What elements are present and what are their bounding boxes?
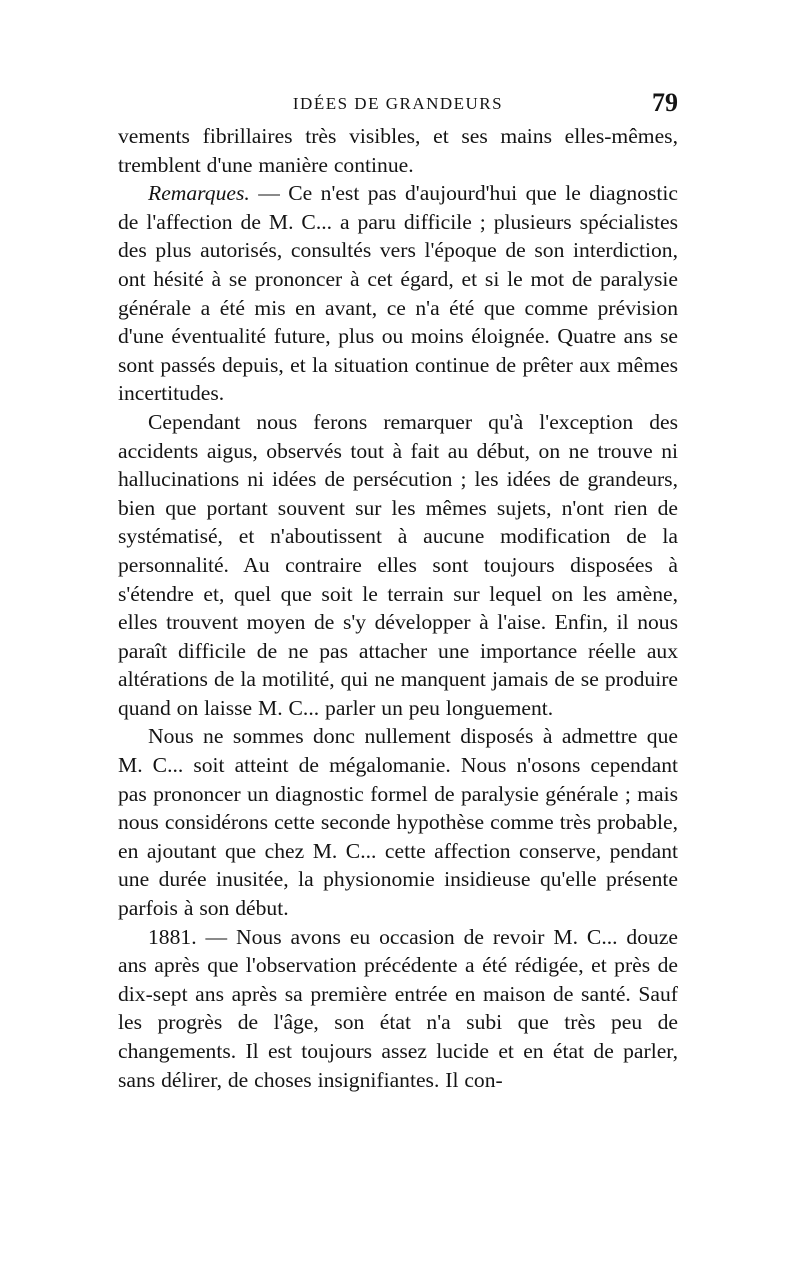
page-number: 79: [652, 88, 678, 117]
paragraph-cependant: [118, 408, 678, 723]
paragraph-text: Cependant nous ferons remarquer qu'à l'exception des accidents aigus, observés tout à fait au début, on ne trouve ni hallucinations ni idées de persécution ; les idées de grandeurs, bien que portant souvent sur les mêmes sujets, n'ont rien de systématisé, et n'aboutissent à aucune modification de la personnalité. Au contraire elles sont toujours disposées à s'étendre et, quel que soit le terrain sur lequel on les amène, elles trouvent moyen de s'y développer à l'aise. Enfin, il nous paraît difficile de ne pas attacher une importance réelle aux altérations de la motilité, qui ne manquent jamais de se produire quand on laisse M. C... parler un peu longuement.: [118, 409, 678, 720]
body-text: [118, 122, 678, 1094]
paragraph-lead-remarques: Remarques.: [148, 181, 250, 206]
paragraph-text: vements fibrillaires très visibles, et ses mains elles-mêmes, tremblent d'une manière continue.: [118, 124, 678, 177]
paragraph-continuation: [118, 122, 678, 179]
paragraph-text: 1881. — Nous avons eu occasion de revoir M. C... douze ans après que l'observation précédente a été rédigée, et près de dix-sept ans après sa première entrée en maison de santé. Sauf les progrès de l'âge, son état n'a subi que très peu de changements. Il est toujours assez lucide et en état de parler, sans délirer, de choses insignifiantes. Il con-: [118, 924, 678, 1092]
paragraph-text: Nous ne sommes donc nullement disposés à admettre que M. C... soit atteint de mégalomanie. Nous n'osons cependant pas prononcer un diagnostic formel de paralysie générale ; mais nous considérons cette seconde hypothèse comme très probable, en ajoutant que chez M. C... cette affection conserve, pendant une durée inusitée, la physionomie insidieuse qu'elle présente parfois à son début.: [118, 724, 678, 921]
paragraph-nous: [118, 722, 678, 922]
running-title: IDÉES DE GRANDEURS: [292, 94, 504, 113]
paragraph-remarques: [118, 179, 678, 408]
running-head: [118, 88, 678, 122]
paragraph-text: — Ce n'est pas d'aujourd'hui que le diagnostic de l'affection de M. C... a paru difficile ; plusieurs spécialistes des plus autorisés, consultés vers l'époque de son interdiction, ont hésité à se prononcer à cet égard, et si le mot de paralysie générale a été mis en avant, ce n'a été que comme prévision d'une éventualité future, plus ou moins éloignée. Quatre ans se sont passés depuis, et la situation continue de prêter aux mêmes incertitudes.: [118, 181, 678, 406]
paragraph-1881: [118, 923, 678, 1095]
book-page: [118, 88, 678, 1094]
